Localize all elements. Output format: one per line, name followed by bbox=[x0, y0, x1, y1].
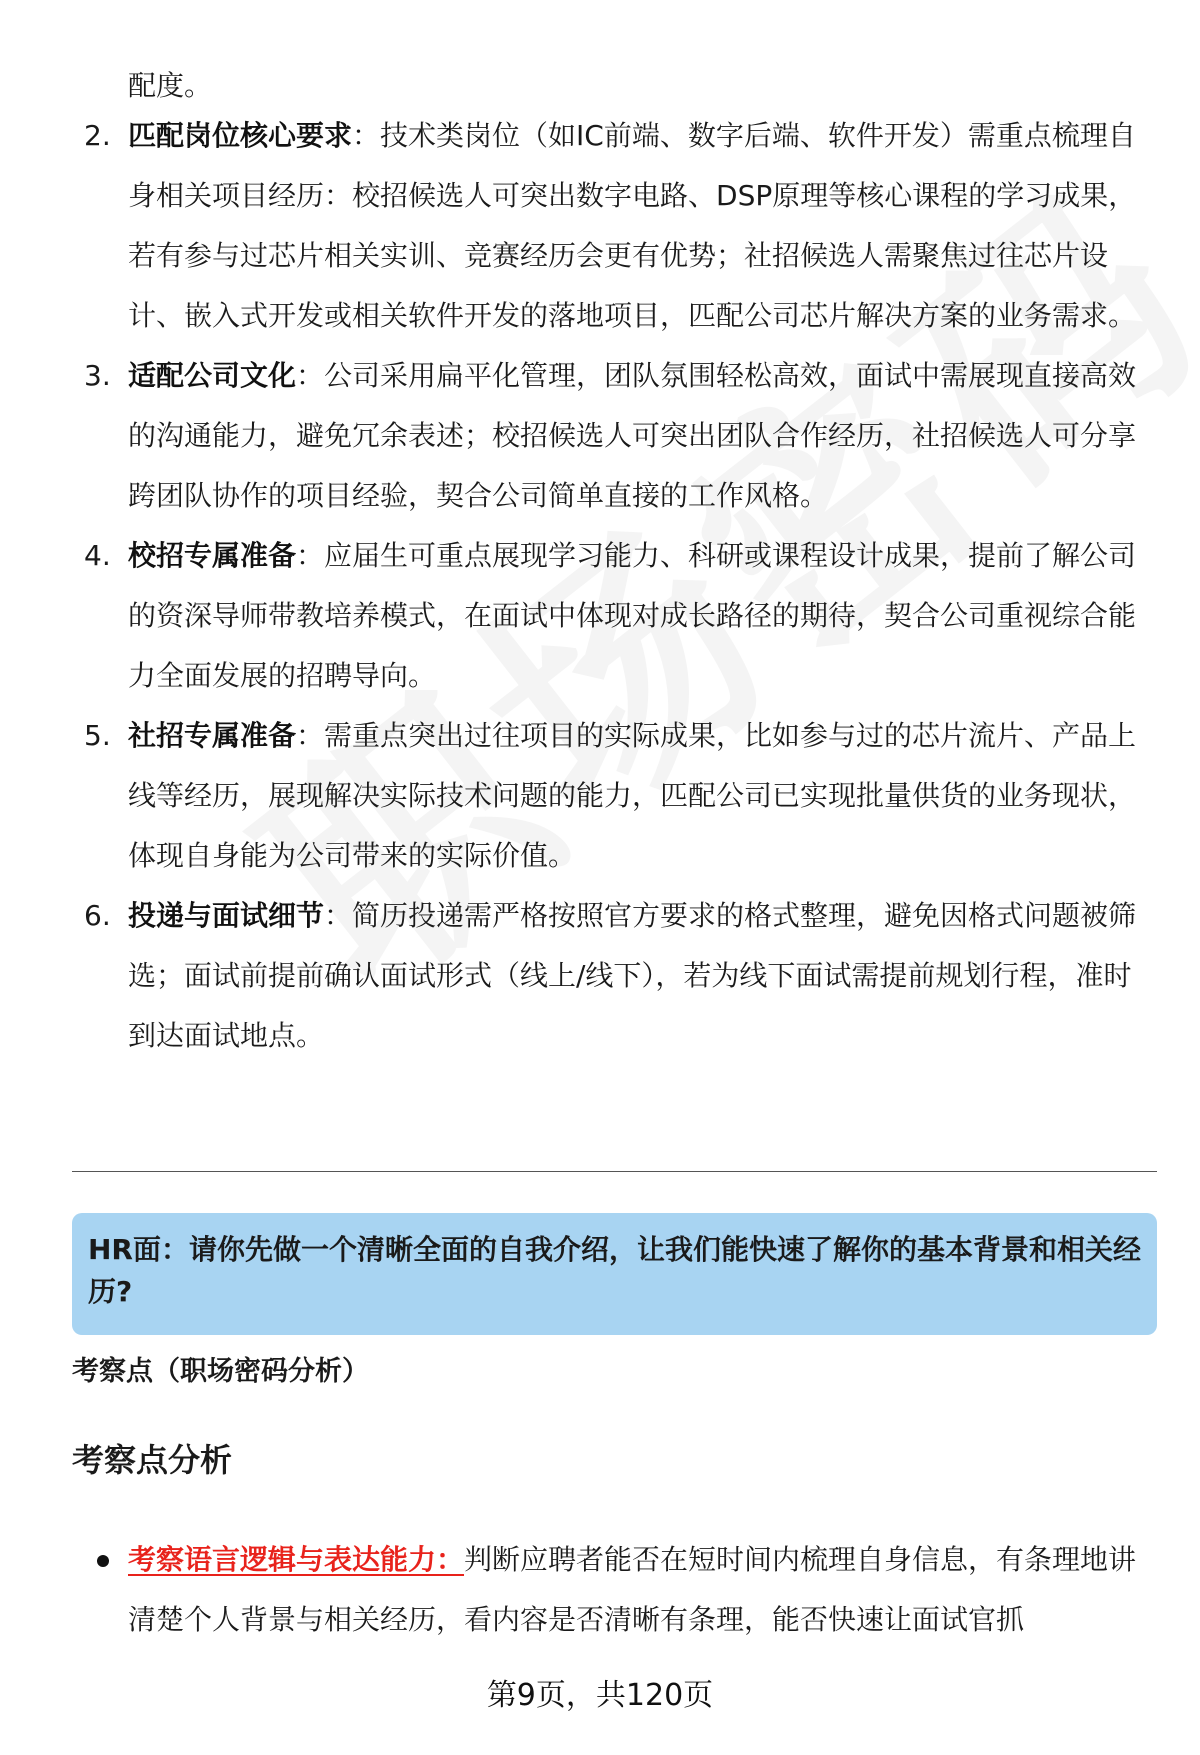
requirements-list bbox=[0, 106, 1200, 1066]
item-number: 5. bbox=[84, 719, 111, 752]
analysis-heading: 考察点分析 bbox=[72, 1441, 233, 1479]
item-title: 匹配岗位核心要求 bbox=[128, 119, 353, 152]
item-text: ：公司采用扁平化管理，团队氛围轻松高效，面试中需展现直接高效的沟通能力，避免冗余表述；校招候选人可突出团队合作经历，社招候选人可分享跨团队协作的项目经验，契合公司简单直接的工作风格。 bbox=[128, 359, 1137, 512]
list-item bbox=[0, 346, 1200, 526]
list-item bbox=[0, 106, 1200, 346]
point-highlight: 考察语言逻辑与表达能力： bbox=[128, 1543, 465, 1576]
item-number: 6. bbox=[84, 899, 111, 932]
item-title: 校招专属准备 bbox=[128, 539, 297, 572]
list-item bbox=[0, 526, 1200, 706]
item-text: ：简历投递需严格按照官方要求的格式整理，避免因格式问题被筛选；面试前提前确认面试形式（线上/线下），若为线下面试需提前规划行程，准时到达面试地点。 bbox=[128, 899, 1137, 1052]
continuation-text: 配度。 bbox=[128, 69, 213, 102]
item-text: ：应届生可重点展现学习能力、科研或课程设计成果，提前了解公司的资深导师带教培养模式，在面试中体现对成长路径的期待，契合公司重视综合能力全面发展的招聘导向。 bbox=[128, 539, 1137, 692]
item-text: ：技术类岗位（如IC前端、数字后端、软件开发）需重点梳理自身相关项目经历：校招候选人可突出数字电路、DSP原理等核心课程的学习成果，若有参与过芯片相关实训、竞赛经历会更有优势；社招候选人需聚焦过往芯片设计、嵌入式开发或相关软件开发的落地项目，匹配公司芯片解决方案的业务需求。 bbox=[128, 119, 1137, 332]
item-title: 适配公司文化 bbox=[128, 359, 297, 392]
bullet-icon bbox=[97, 1555, 109, 1567]
question-box bbox=[72, 1213, 1157, 1335]
list-item bbox=[0, 706, 1200, 886]
focus-subheading: 考察点（职场密码分析） bbox=[72, 1356, 369, 1387]
section-divider bbox=[72, 1171, 1157, 1172]
item-title: 社招专属准备 bbox=[128, 719, 297, 752]
item-text: ：需重点突出过往项目的实际成果，比如参与过的芯片流片、产品上线等经历，展现解决实际技术问题的能力，匹配公司已实现批量供货的业务现状，体现自身能为公司带来的实际价值。 bbox=[128, 719, 1137, 872]
list-item bbox=[0, 1530, 1200, 1650]
item-number: 3. bbox=[84, 359, 111, 392]
item-title: 投递与面试细节 bbox=[128, 899, 325, 932]
page-number: 第9页，共120页 bbox=[486, 1678, 714, 1713]
analysis-points-list bbox=[0, 1530, 1200, 1650]
item-number: 2. bbox=[84, 119, 111, 152]
list-item bbox=[0, 886, 1200, 1066]
item-number: 4. bbox=[84, 539, 111, 572]
question-text: HR面：请你先做一个清晰全面的自我介绍，让我们能快速了解你的基本背景和相关经历? bbox=[88, 1233, 1141, 1308]
point-text: 判断应聘者能否在短时间内梳理自身信息，有条理地讲清楚个人背景与相关经历，看内容是否清晰有条理，能否快速让面试官抓 bbox=[128, 1543, 1137, 1636]
